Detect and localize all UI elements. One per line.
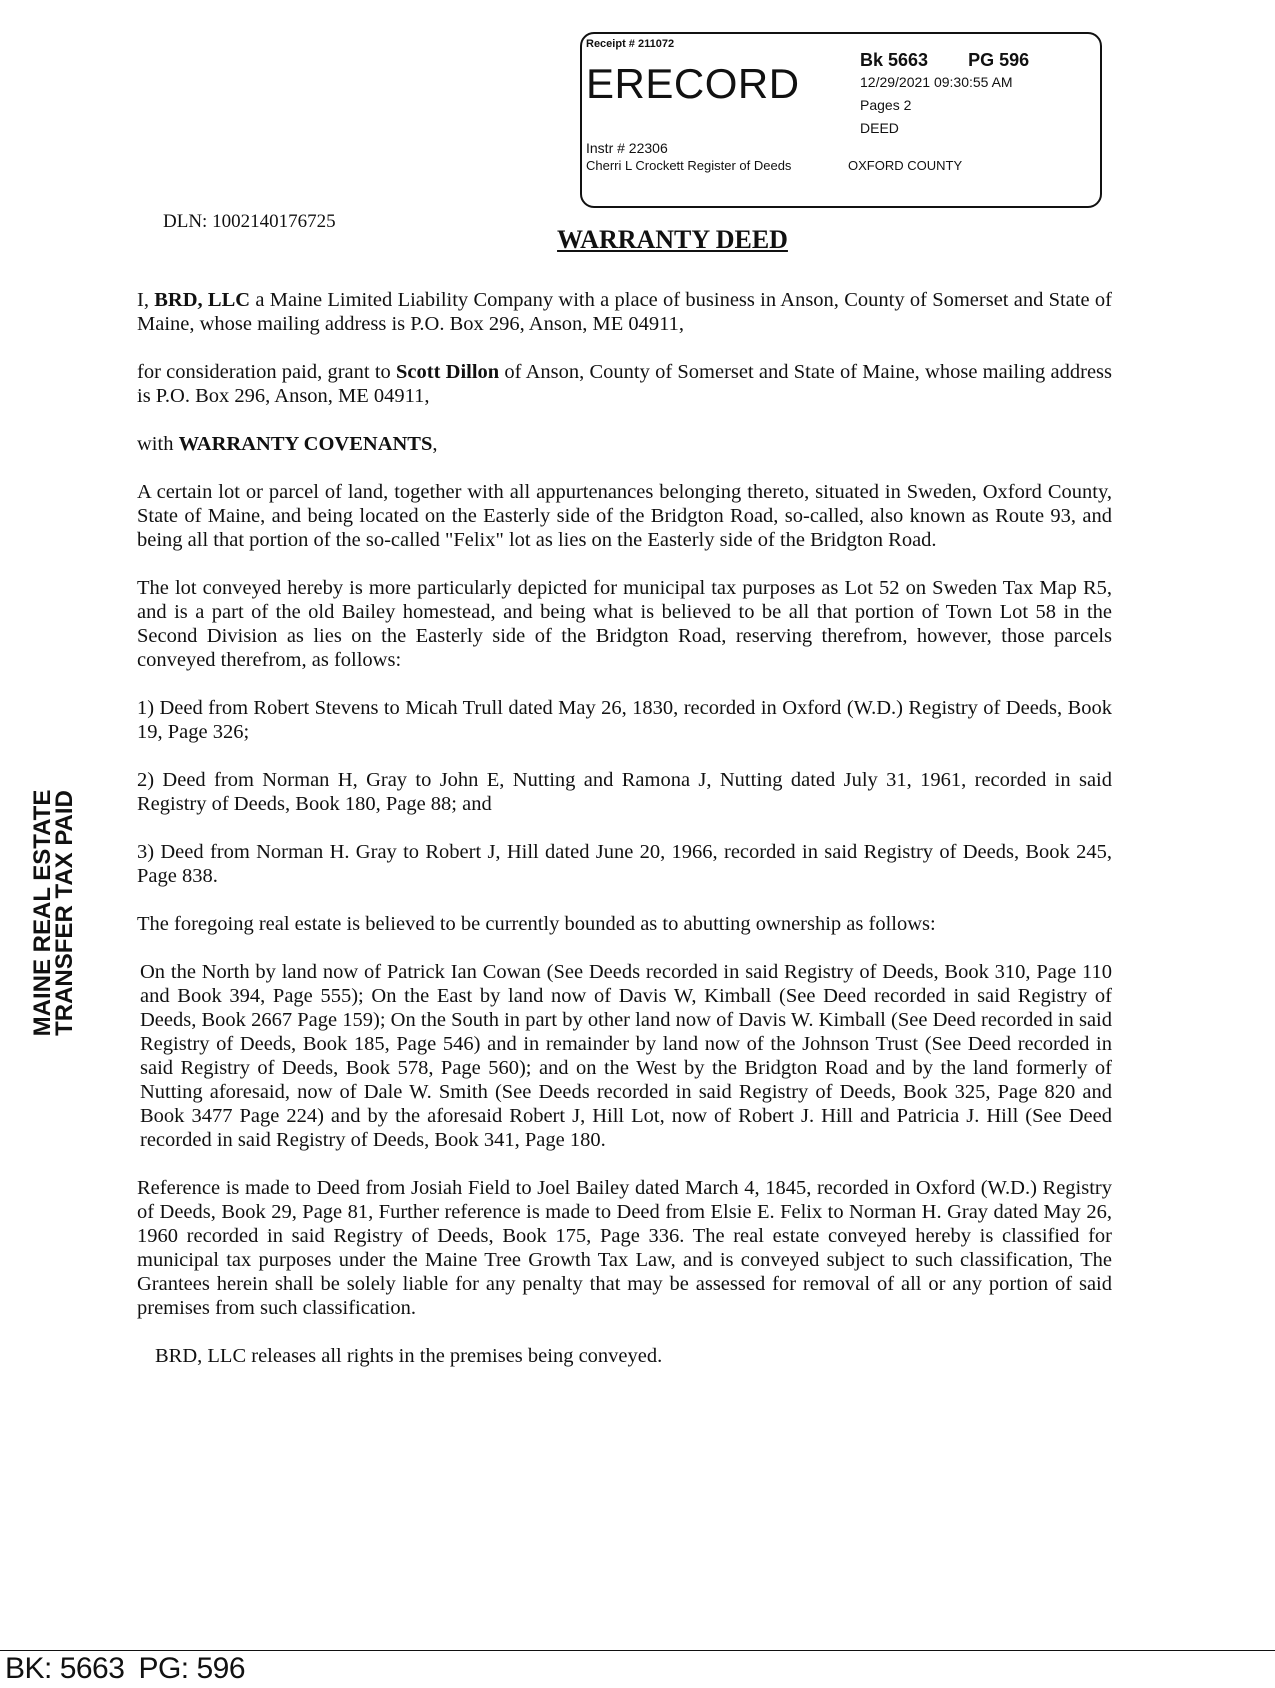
erecord-label: ERECORD	[586, 60, 800, 107]
exception-item: 1) Deed from Robert Stevens to Micah Trull dated May 26, 1830, recorded in Oxford (W.D.) Registry of Deeds, Book 19, Page 326;	[137, 697, 1112, 743]
book-page	[860, 50, 1029, 71]
grantee-prefix: for consideration paid, grant to	[137, 361, 396, 383]
grantor-name: BRD, LLC	[154, 289, 251, 311]
covenants-suffix: ,	[432, 433, 438, 455]
footer-page: PG: 596	[138, 1652, 246, 1685]
page-count: Pages 2	[860, 97, 912, 113]
grantee-details: of Anson, County of Somerset and State of Maine, whose mailing address is P.O. Box 296, Anson, ME 04911,	[137, 361, 1112, 407]
footer-divider	[0, 1650, 1275, 1651]
deed-body	[137, 288, 1112, 1392]
covenants-paragraph	[137, 432, 1112, 456]
transfer-tax-line-2: TRANSFER TAX PAID	[51, 790, 78, 1036]
stamp-book: Bk 5663	[860, 50, 929, 70]
footer-book-page	[5, 1652, 245, 1686]
register-of-deeds: Cherri L Crockett Register of Deeds	[586, 158, 792, 173]
instrument-number: Instr # 22306	[586, 140, 668, 156]
document-type: DEED	[860, 120, 899, 136]
document-title	[0, 225, 1275, 255]
release-paragraph: BRD, LLC releases all rights in the premises being conveyed.	[155, 1345, 663, 1367]
title-text: WARRANTY DEED	[557, 225, 788, 254]
recording-datetime: 12/29/2021 09:30:55 AM	[860, 74, 1013, 90]
reference-paragraph: Reference is made to Deed from Josiah Field to Joel Bailey dated March 4, 1845, recorded in Oxford (W.D.) Registry of Deeds, Book 29, Page 81, Further reference is made to Deed from Elsie E. Felix to Norman H. Gray dated May 26, 1960 recorded in said Registry of Deeds, Book 175, Page 336. The real estate conveyed hereby is classified for municipal tax purposes under the Maine Tree Growth Tax Law, and is conveyed subject to such classification, The Grantees herein shall be solely liable for any penalty that may be assessed for removal of all or any portion of said premises from such classification.	[137, 1177, 1112, 1319]
property-description: A certain lot or parcel of land, together with all appurtenances belonging thereto, situated in Sweden, Oxford County, State of Maine, and being located on the Easterly side of the Bridgton Road, so-called, also known as Route 93, and being all that portion of the so-called "Felix" lot as lies on the Easterly side of the Bridgton Road.	[137, 481, 1112, 551]
county-name: OXFORD COUNTY	[848, 158, 963, 173]
covenants-label: WARRANTY COVENANTS	[178, 433, 433, 455]
footer-book: BK: 5663	[5, 1652, 125, 1685]
grantor-details: a Maine Limited Liability Company with a place of business in Anson, County of Somerset and State of Maine, whose mailing address is P.O. Box 296, Anson, ME 04911,	[137, 289, 1112, 335]
grantor-prefix: I,	[137, 289, 155, 311]
covenants-prefix: with	[137, 433, 179, 455]
tax-map-paragraph: The lot conveyed hereby is more particularly depicted for municipal tax purposes as Lot 52 on Sweden Tax Map R5, and is a part of the old Bailey homestead, and being what is believed to be all that portion of Town Lot 58 in the Second Division as lies on the Easterly side of the Bridgton Road, reserving therefrom, however, those parcels conveyed therefrom, as follows:	[137, 577, 1112, 671]
grantor-paragraph	[137, 288, 1112, 336]
dln-number: DLN: 1002140176725	[163, 211, 336, 232]
transfer-tax-stamp	[29, 768, 78, 1058]
exception-item: 2) Deed from Norman H, Gray to John E, Nutting and Ramona J, Nutting dated July 31, 1961, recorded in said Registry of Deeds, Book 180, Page 88; and	[137, 769, 1112, 815]
transfer-tax-line-1: MAINE REAL ESTATE	[29, 789, 56, 1037]
stamp-page: PG 596	[968, 50, 1030, 70]
abutters-paragraph: On the North by land now of Patrick Ian Cowan (See Deeds recorded in said Registry of Deeds, Book 310, Page 110 and Book 394, Page 555); On the East by land now of Davis W, Kimball (See Deed recorded in said Registry of Deeds, Book 2667 Page 159); On the South in part by other land now of Davis W. Kimball (See Deed recorded in said Registry of Deeds, Book 185, Page 546) and in remainder by land now of the Johnson Trust (See Deed recorded in said Registry of Deeds, Book 578, Page 560); and on the West by the Bridgton Road and by the land formerly of Nutting aforesaid, now of Dale W. Smith (See Deeds recorded in said Registry of Deeds, Book 325, Page 820 and Book 3477 Page 224) and by the aforesaid Robert J, Hill Lot, now of Robert J. Hill and Patricia J. Hill (See Deed recorded in said Registry of Deeds, Book 341, Page 180.	[140, 961, 1112, 1151]
recording-stamp	[580, 32, 1102, 208]
receipt-number: Receipt # 211072	[586, 38, 675, 50]
grantee-paragraph	[137, 360, 1112, 408]
exception-item: 3) Deed from Norman H. Gray to Robert J, Hill dated June 20, 1966, recorded in said Registry of Deeds, Book 245, Page 838.	[137, 841, 1112, 887]
abutters-intro: The foregoing real estate is believed to be currently bounded as to abutting ownership as follows:	[137, 913, 936, 935]
grantee-name: Scott Dillon	[396, 361, 500, 383]
